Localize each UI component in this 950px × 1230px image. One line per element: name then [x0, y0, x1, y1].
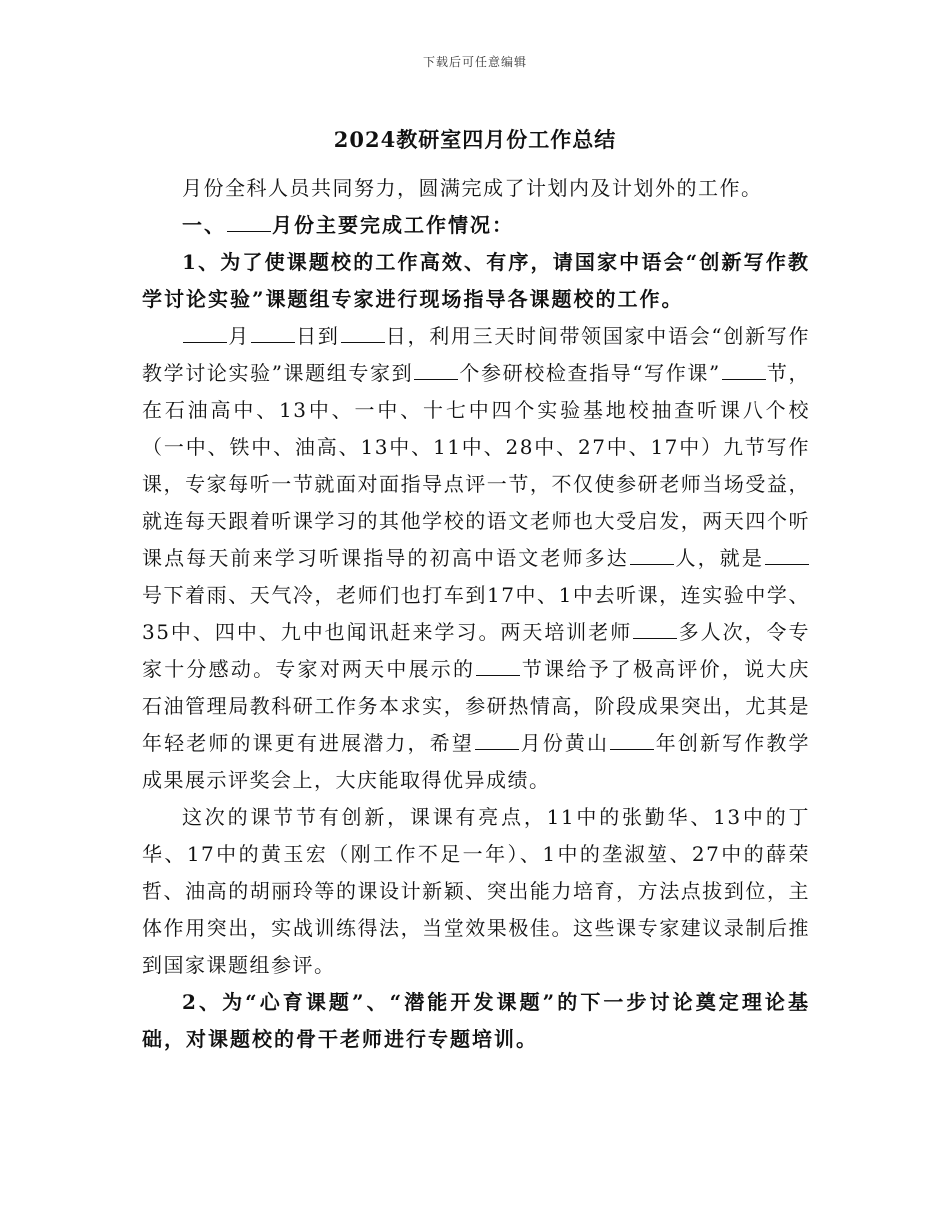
- blank-field: [475, 731, 519, 750]
- intro-paragraph: 月份全科人员共同努力，圆满完成了计划内及计划外的工作。: [182, 176, 763, 200]
- blank-field: [476, 657, 520, 676]
- blank-field: [722, 361, 766, 380]
- item-heading-1: 1、为了使课题校的工作高效、有序，请国家中语会“创新写作教学讨论实验”课题组专家进行现场指导各课题校的工作。: [142, 250, 810, 311]
- blank-field: [341, 324, 385, 343]
- blank-field: [630, 546, 674, 565]
- paragraph-visit: 月 日到 日，利用三天时间带领国家中语会“创新写作教学讨论实验”课题组专家到 个参研校检查指导“写作课” 节，在石油高中、13中、一中、十七中四个实验基地校抽查听课八个校（一中、铁中、油高、13中、11中、28中、27中、17中）九节写作课，专家每听一节就面对面指导点评一节，不仅使参研老师当场受益，就连每天跟着听课学习的其他学校的语文老师也大受启发，两天四个听课点每天前来学习听课指导的初高中语文老师多达 人，就是号下着雨、天气冷，老师们也打车到17中、1中去听课，连实验中学、35中、四中、九中也闻讯赶来学习。两天培训老师 多人次，令专家十分感动。专家对两天中展示的 节课给予了极高评价，说大庆石油管理局教科研工作务本求实，参研热情高，阶段成果突出，尤其是年轻老师的课更有进展潜力，希望 月份黄山 年创新写作教学成果展示评奖会上，大庆能取得优异成绩。: [142, 324, 811, 792]
- header-note: 下载后可任意编辑: [422, 55, 527, 69]
- blank-field: [633, 620, 677, 639]
- document-body: [142, 170, 810, 1058]
- blank-field: [227, 213, 271, 232]
- blank-field: [765, 546, 809, 565]
- blank-field: [251, 324, 295, 343]
- paragraph-highlights: 这次的课节节有创新，课课有亮点，11中的张勤华、13中的丁华、17中的黄玉宏（刚工作不足一年）、1中的垄淑堃、27中的薛荣哲、油高的胡丽玲等的课设计新颖、突出能力培育，方法点拔到位，主体作用突出，实战训练得法，当堂效果极佳。这些课专家建议录制后推到国家课题组参评。: [142, 805, 810, 977]
- blank-field: [610, 731, 654, 750]
- blank-field: [414, 361, 458, 380]
- page-title: 2024教研室四月份工作总结: [333, 127, 617, 152]
- blank-field: [183, 324, 227, 343]
- section-heading-1: 一、 月份主要完成工作情况：: [182, 213, 514, 237]
- item-heading-2: 2、为“心育课题”、“潜能开发课题”的下一步讨论奠定理论基础，对课题校的骨干老师进行专题培训。: [142, 990, 810, 1051]
